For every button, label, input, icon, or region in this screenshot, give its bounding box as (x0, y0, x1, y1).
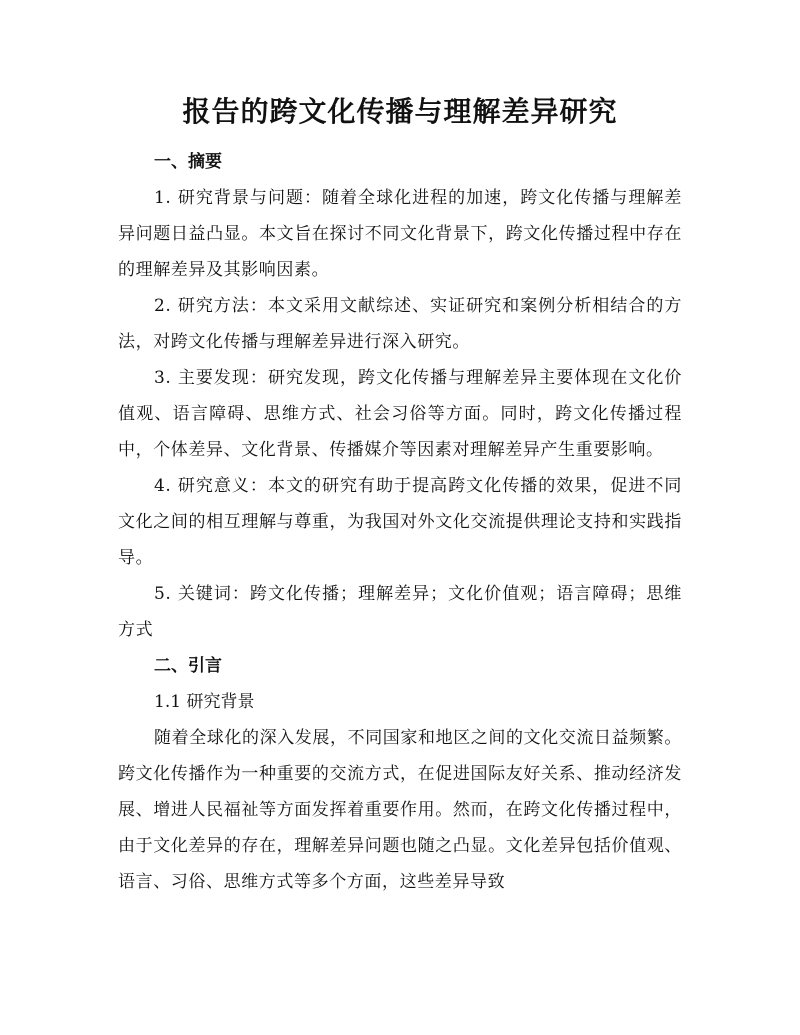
section-heading-abstract: 一、摘要 (154, 152, 222, 172)
subsection-heading-background: 1.1 研究背景 (154, 692, 255, 712)
background-paragraph: 随着全球化的深入发展，不同国家和地区之间的文化交流日益频繁。跨文化传播作为一种重要的交流方式，在促进国际友好关系、推动经济发展、增进人民福祉等方面发挥着重要作用。然而，在跨文化传播过程中，由于文化差异的存在，理解差异问题也随之凸显。文化差异包括价值观、语言、习俗、思维方式等多个方面，这些差异导致 (118, 728, 682, 892)
abstract-item-4: 4. 研究意义：本文的研究有助于提高跨文化传播的效果，促进不同文化之间的相互理解与尊重，为我国对外文化交流提供理论支持和实践指导。 (118, 476, 682, 568)
abstract-item-1: 1. 研究背景与问题：随着全球化进程的加速，跨文化传播与理解差异问题日益凸显。本文旨在探讨不同文化背景下，跨文化传播过程中存在的理解差异及其影响因素。 (118, 188, 682, 280)
abstract-item-5: 5. 关键词：跨文化传播；理解差异；文化价值观；语言障碍；思维方式 (118, 584, 682, 640)
abstract-item-3: 3. 主要发现：研究发现，跨文化传播与理解差异主要体现在文化价值观、语言障碍、思维方式、社会习俗等方面。同时，跨文化传播过程中，个体差异、文化背景、传播媒介等因素对理解差异产生重要影响。 (118, 368, 682, 460)
section-heading-introduction: 二、引言 (154, 656, 222, 676)
document-title: 报告的跨文化传播与理解差异研究 (182, 95, 618, 128)
abstract-item-2: 2. 研究方法：本文采用文献综述、实证研究和案例分析相结合的方法，对跨文化传播与理解差异进行深入研究。 (118, 296, 682, 352)
